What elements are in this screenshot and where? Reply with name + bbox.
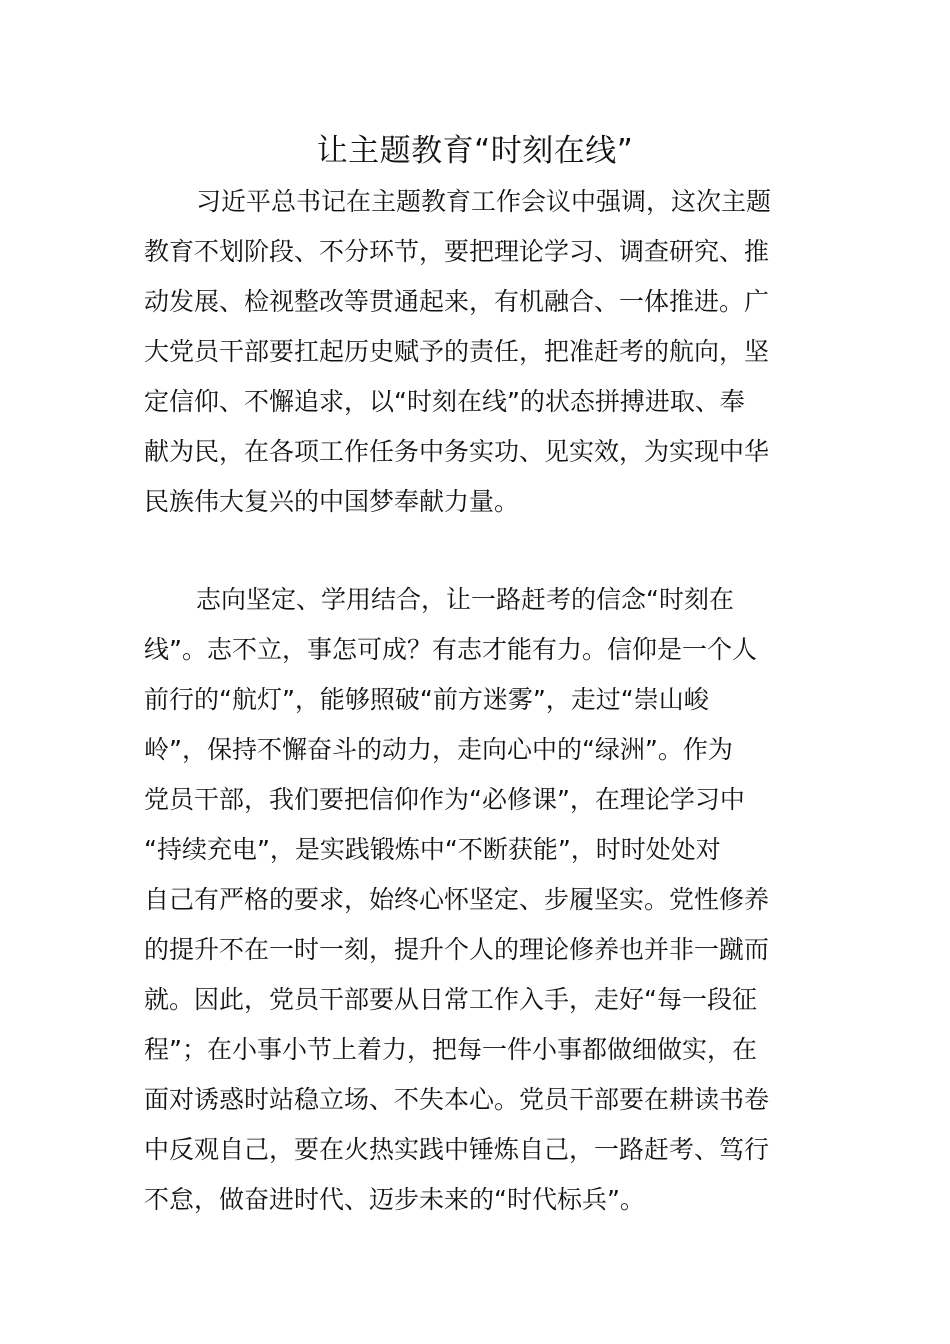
- text-line: 前行的“航灯”，能够照破“前方迷雾”，走过“崇山峻: [144, 685, 709, 714]
- text-line: 就。因此，党员干部要从日常工作入手，走好“每一段征: [144, 985, 757, 1014]
- text-line: 大党员干部要扛起历史赋予的责任，把准赶考的航向，坚: [144, 337, 770, 366]
- text-line: 教育不划阶段、不分环节，要把理论学习、调查研究、推: [144, 237, 770, 266]
- text-line: 献为民，在各项工作任务中务实功、见实效，为实现中华: [144, 437, 770, 466]
- text-line: 岭”，保持不懈奋斗的动力，走向心中的“绿洲”。作为: [144, 735, 733, 764]
- paragraph-section-1: [144, 575, 808, 1225]
- text-line: 的提升不在一时一刻，提升个人的理论修养也并非一蹴而: [144, 935, 770, 964]
- text-line: 自己有严格的要求，始终心怀坚定、步履坚实。党性修养: [144, 885, 770, 914]
- text-line: 党员干部，我们要把信仰作为“必修课”，在理论学习中: [144, 785, 745, 814]
- text-line: 线”。志不立，事怎可成？有志才能有力。信仰是一个人: [144, 635, 757, 664]
- text-line: 定信仰、不懈追求，以“时刻在线”的状态拼搏进取、奉: [144, 387, 745, 416]
- text-line: “持续充电”，是实践锻炼中“不断获能”，时时处处对: [144, 835, 721, 864]
- text-line: 不怠，做奋进时代、迈步未来的“时代标兵”。: [144, 1185, 645, 1214]
- paragraph-intro: [144, 177, 808, 527]
- document-title: 让主题教育“时刻在线”: [316, 133, 634, 169]
- text-line: 志向坚定、学用结合，让一路赶考的信念“时刻在: [196, 585, 734, 614]
- text-line: 民族伟大复兴的中国梦奉献力量。: [144, 487, 520, 516]
- text-line: 动发展、检视整改等贯通起来，有机融合、一体推进。广: [144, 287, 770, 316]
- text-line: 程”；在小事小节上着力，把每一件小事都做细做实，在: [144, 1035, 757, 1064]
- text-line: 中反观自己，要在火热实践中锤炼自己，一路赶考、笃行: [144, 1135, 770, 1164]
- text-line: 习近平总书记在主题教育工作会议中强调，这次主题: [196, 187, 772, 216]
- text-line: 面对诱惑时站稳立场、不失本心。党员干部要在耕读书卷: [144, 1085, 770, 1114]
